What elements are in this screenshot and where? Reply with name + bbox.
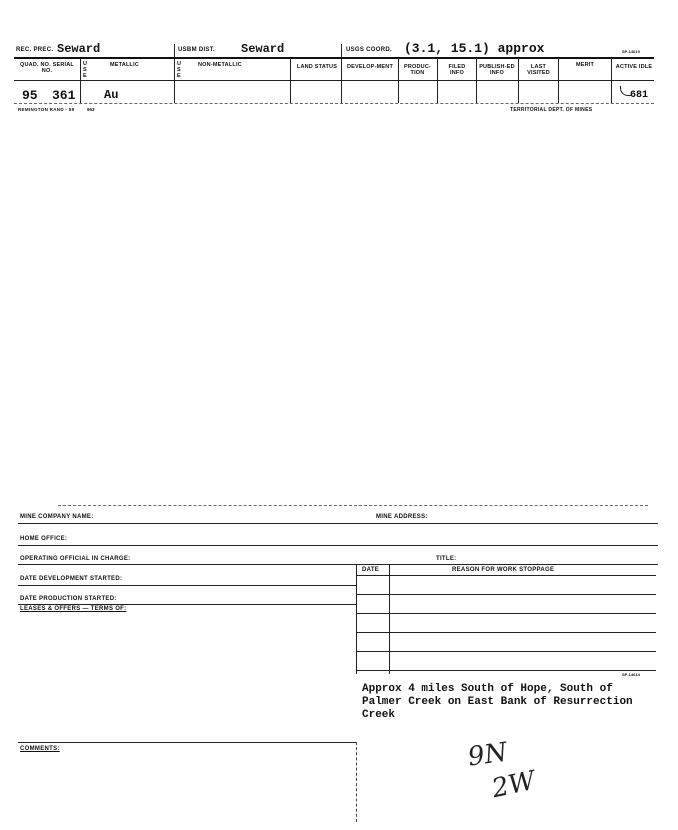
usgs-coord-value: (3.1, 15.1) approx: [404, 41, 545, 56]
serial-value: 361: [52, 88, 76, 103]
row-underline: [14, 103, 654, 104]
leases-label: LEASES & OFFERS — TERMS OF:: [20, 606, 127, 612]
home-office-label: HOME OFFICE:: [20, 536, 68, 542]
header-published-info: PUBLISH-ED INFO: [479, 64, 515, 76]
form-number: SP-14619: [622, 49, 640, 54]
date-col-divider: [389, 564, 390, 674]
rule: [18, 545, 658, 546]
header-active-idle: ACTIVE IDLE: [615, 64, 653, 70]
rule: [18, 523, 658, 524]
col-divider: [558, 58, 559, 103]
usgs-coord-label: USGS COORD.: [346, 47, 392, 53]
rule: [356, 651, 656, 652]
quad-value: 95: [22, 88, 38, 103]
header-last-visited: LAST VISITED: [527, 64, 550, 76]
location-line: Palmer Creek on East Bank of Resurrection: [362, 696, 633, 708]
date-col-header: DATE: [362, 567, 380, 573]
footer-right: TERRITORIAL DEPT. OF MINES: [510, 107, 593, 113]
header-serial: SERIAL NO.: [41, 62, 74, 74]
table-left-border: [356, 564, 357, 674]
title-label: TITLE:: [436, 556, 457, 562]
rec-prec-label: REC. PREC.: [16, 47, 54, 53]
mine-address-label: MINE ADDRESS:: [376, 514, 428, 520]
rule: [356, 613, 656, 614]
rule: [18, 604, 356, 605]
header-quad-serial: [16, 62, 78, 74]
usbm-dist-value: Seward: [241, 42, 285, 56]
reason-col-header: REASON FOR WORK STOPPAGE: [452, 567, 555, 573]
comments-label: COMMENTS:: [20, 746, 60, 752]
header-non-metallic: NON-METALLIC: [198, 62, 242, 68]
col-divider: [341, 44, 342, 103]
rule: [356, 670, 656, 671]
header-filed-info: FILED INFO: [448, 64, 466, 76]
rule: [18, 564, 658, 565]
active-idle-value: 681: [630, 90, 649, 101]
rule: [18, 585, 356, 586]
header-use-metallic: U S E: [83, 61, 88, 79]
form-number-bottom: SP-14614: [622, 672, 640, 677]
metallic-value: Au: [104, 88, 119, 102]
col-divider: [476, 58, 477, 103]
mine-company-name-label: MINE COMPANY NAME:: [20, 514, 94, 520]
rule: [356, 632, 656, 633]
col-divider: [80, 58, 81, 103]
handwritten-note: 2W: [489, 765, 538, 805]
rule: [18, 742, 356, 743]
footer-left-num: 963: [87, 107, 95, 112]
col-divider: [611, 58, 612, 103]
header-land-status: LAND STATUS: [296, 64, 338, 70]
header-metallic: METALLIC: [110, 62, 139, 68]
location-description: [362, 683, 662, 722]
footer-left: REMINGTON RAND - 59: [18, 107, 75, 112]
header-production: PRODUC-TION: [403, 64, 432, 76]
location-line: Creek: [362, 709, 396, 721]
col-divider: [518, 58, 519, 103]
operating-official-label: OPERATING OFFICIAL IN CHARGE:: [20, 556, 131, 562]
header-merit: MERIT: [575, 62, 595, 68]
rec-prec-value: Seward: [57, 42, 101, 56]
date-production-label: DATE PRODUCTION STARTED:: [20, 596, 117, 602]
rule: [356, 594, 656, 595]
usbm-dist-label: USBM DIST.: [178, 47, 216, 53]
header-quad: QUAD. NO.: [20, 62, 51, 68]
handwritten-note: 9N: [466, 737, 510, 773]
col-divider: [290, 58, 291, 103]
col-divider: [174, 44, 175, 103]
location-line: Approx 4 miles South of Hope, South of: [362, 683, 613, 695]
card-top-edge: [58, 505, 648, 506]
date-development-label: DATE DEVELOPMENT STARTED:: [20, 576, 123, 582]
col-divider: [437, 58, 438, 103]
rule: [356, 575, 656, 576]
header-development: DEVELOP-MENT: [346, 64, 394, 70]
comments-divider: [356, 742, 357, 822]
header-use-nonmetallic: U S E: [177, 61, 182, 79]
